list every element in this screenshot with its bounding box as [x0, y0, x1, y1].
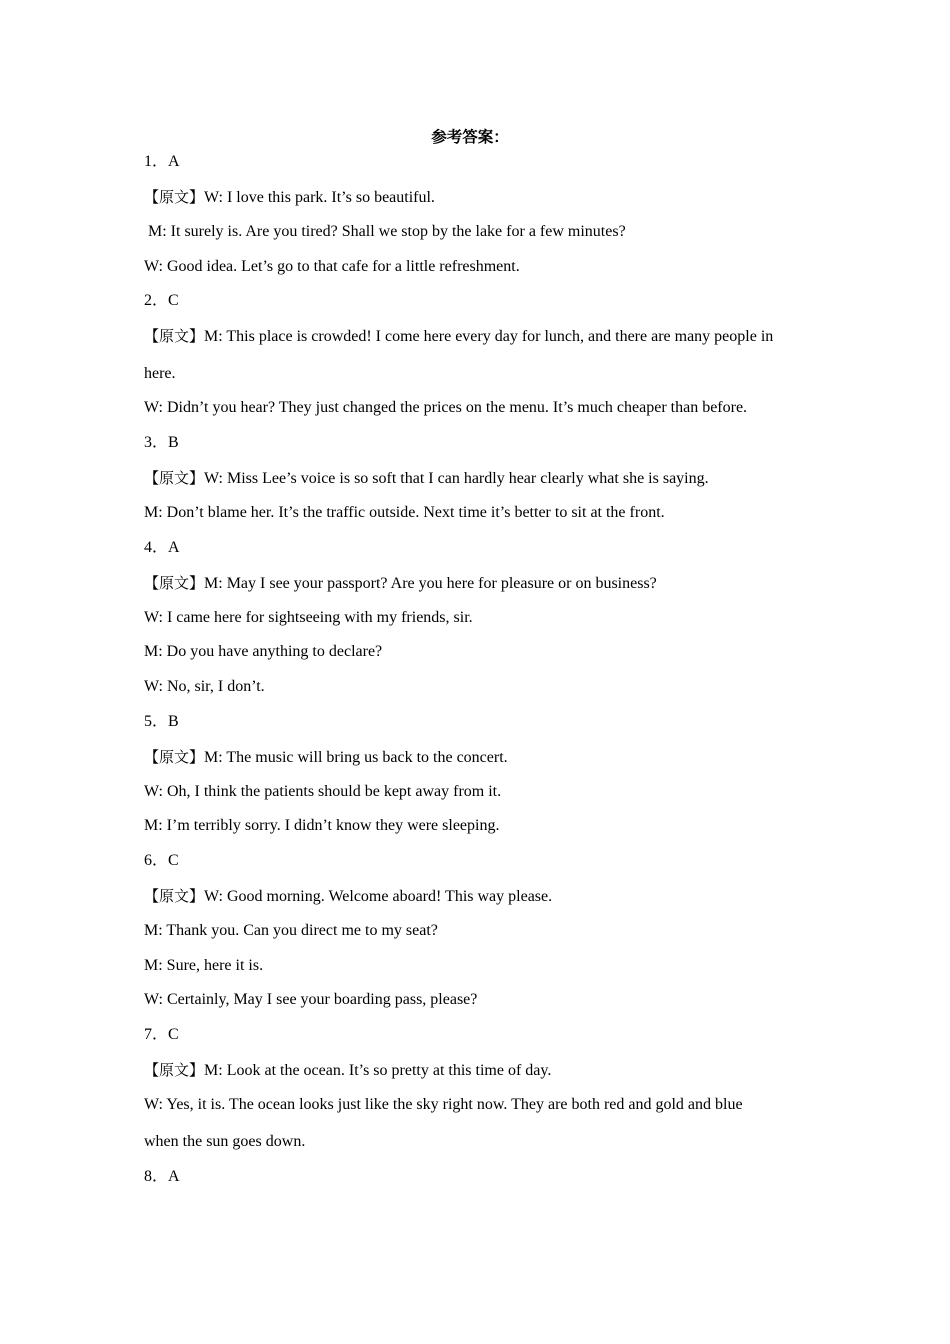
transcript-line: W: Certainly, May I see your boarding pass, please?: [144, 991, 478, 1008]
transcript-line: [144, 746, 508, 769]
transcript-line: W: Oh, I think the patients should be kept away from it.: [144, 783, 502, 800]
transcript-text: M: This place is crowded! I come here every day for lunch, and there are many people in: [204, 328, 774, 345]
answer-6: 6．C: [144, 852, 179, 869]
transcript-tag: 【原文】: [144, 188, 205, 206]
transcript-line: W: Good idea. Let’s go to that cafe for a little refreshment.: [144, 258, 520, 275]
answer-2: 2．C: [144, 292, 179, 309]
transcript-line: [144, 467, 709, 490]
transcript-line: [144, 885, 552, 908]
answer-1: 1．A: [144, 153, 180, 170]
transcript-line: M: I’m terribly sorry. I didn’t know they were sleeping.: [144, 817, 500, 834]
transcript-text: W: Good morning. Welcome aboard! This way please.: [204, 888, 553, 905]
transcript-line: W: Yes, it is. The ocean looks just like the sky right now. They are both red and gold and blue: [144, 1096, 743, 1113]
answer-3: 3．B: [144, 434, 179, 451]
transcript-tag: 【原文】: [144, 469, 205, 487]
transcript-text: W: I love this park. It’s so beautiful.: [204, 189, 435, 206]
transcript-line: W: I came here for sightseeing with my friends, sir.: [144, 609, 473, 626]
page-title: 参考答案：: [431, 128, 509, 146]
transcript-text: M: Look at the ocean. It’s so pretty at this time of day.: [204, 1062, 552, 1079]
transcript-line: M: Do you have anything to declare?: [144, 643, 383, 660]
answer-7: 7．C: [144, 1026, 179, 1043]
transcript-tag: 【原文】: [144, 748, 205, 766]
transcript-line: W: Didn’t you hear? They just changed the prices on the menu. It’s much cheaper than before.: [144, 399, 748, 416]
transcript-line: M: Sure, here it is.: [144, 957, 264, 974]
answer-5: 5．B: [144, 713, 179, 730]
transcript-line: [144, 325, 773, 348]
transcript-line: [144, 572, 657, 595]
answer-8: 8．A: [144, 1168, 180, 1185]
transcript-line: M: It surely is. Are you tired? Shall we stop by the lake for a few minutes?: [148, 223, 626, 240]
transcript-tag: 【原文】: [144, 1061, 205, 1079]
transcript-line: when the sun goes down.: [144, 1133, 306, 1150]
transcript-tag: 【原文】: [144, 887, 205, 905]
transcript-text: M: The music will bring us back to the concert.: [204, 749, 508, 766]
transcript-tag: 【原文】: [144, 574, 205, 592]
transcript-text: M: May I see your passport? Are you here for pleasure or on business?: [204, 575, 657, 592]
transcript-line: here.: [144, 365, 176, 382]
transcript-text: W: Miss Lee’s voice is so soft that I can hardly hear clearly what she is saying.: [204, 470, 709, 487]
transcript-line: W: No, sir, I don’t.: [144, 678, 265, 695]
answer-4: 4．A: [144, 539, 180, 556]
transcript-line: [144, 186, 435, 209]
transcript-tag: 【原文】: [144, 327, 205, 345]
transcript-line: [144, 1059, 551, 1082]
transcript-line: M: Don’t blame her. It’s the traffic outside. Next time it’s better to sit at the front.: [144, 504, 665, 521]
transcript-line: M: Thank you. Can you direct me to my seat?: [144, 922, 438, 939]
